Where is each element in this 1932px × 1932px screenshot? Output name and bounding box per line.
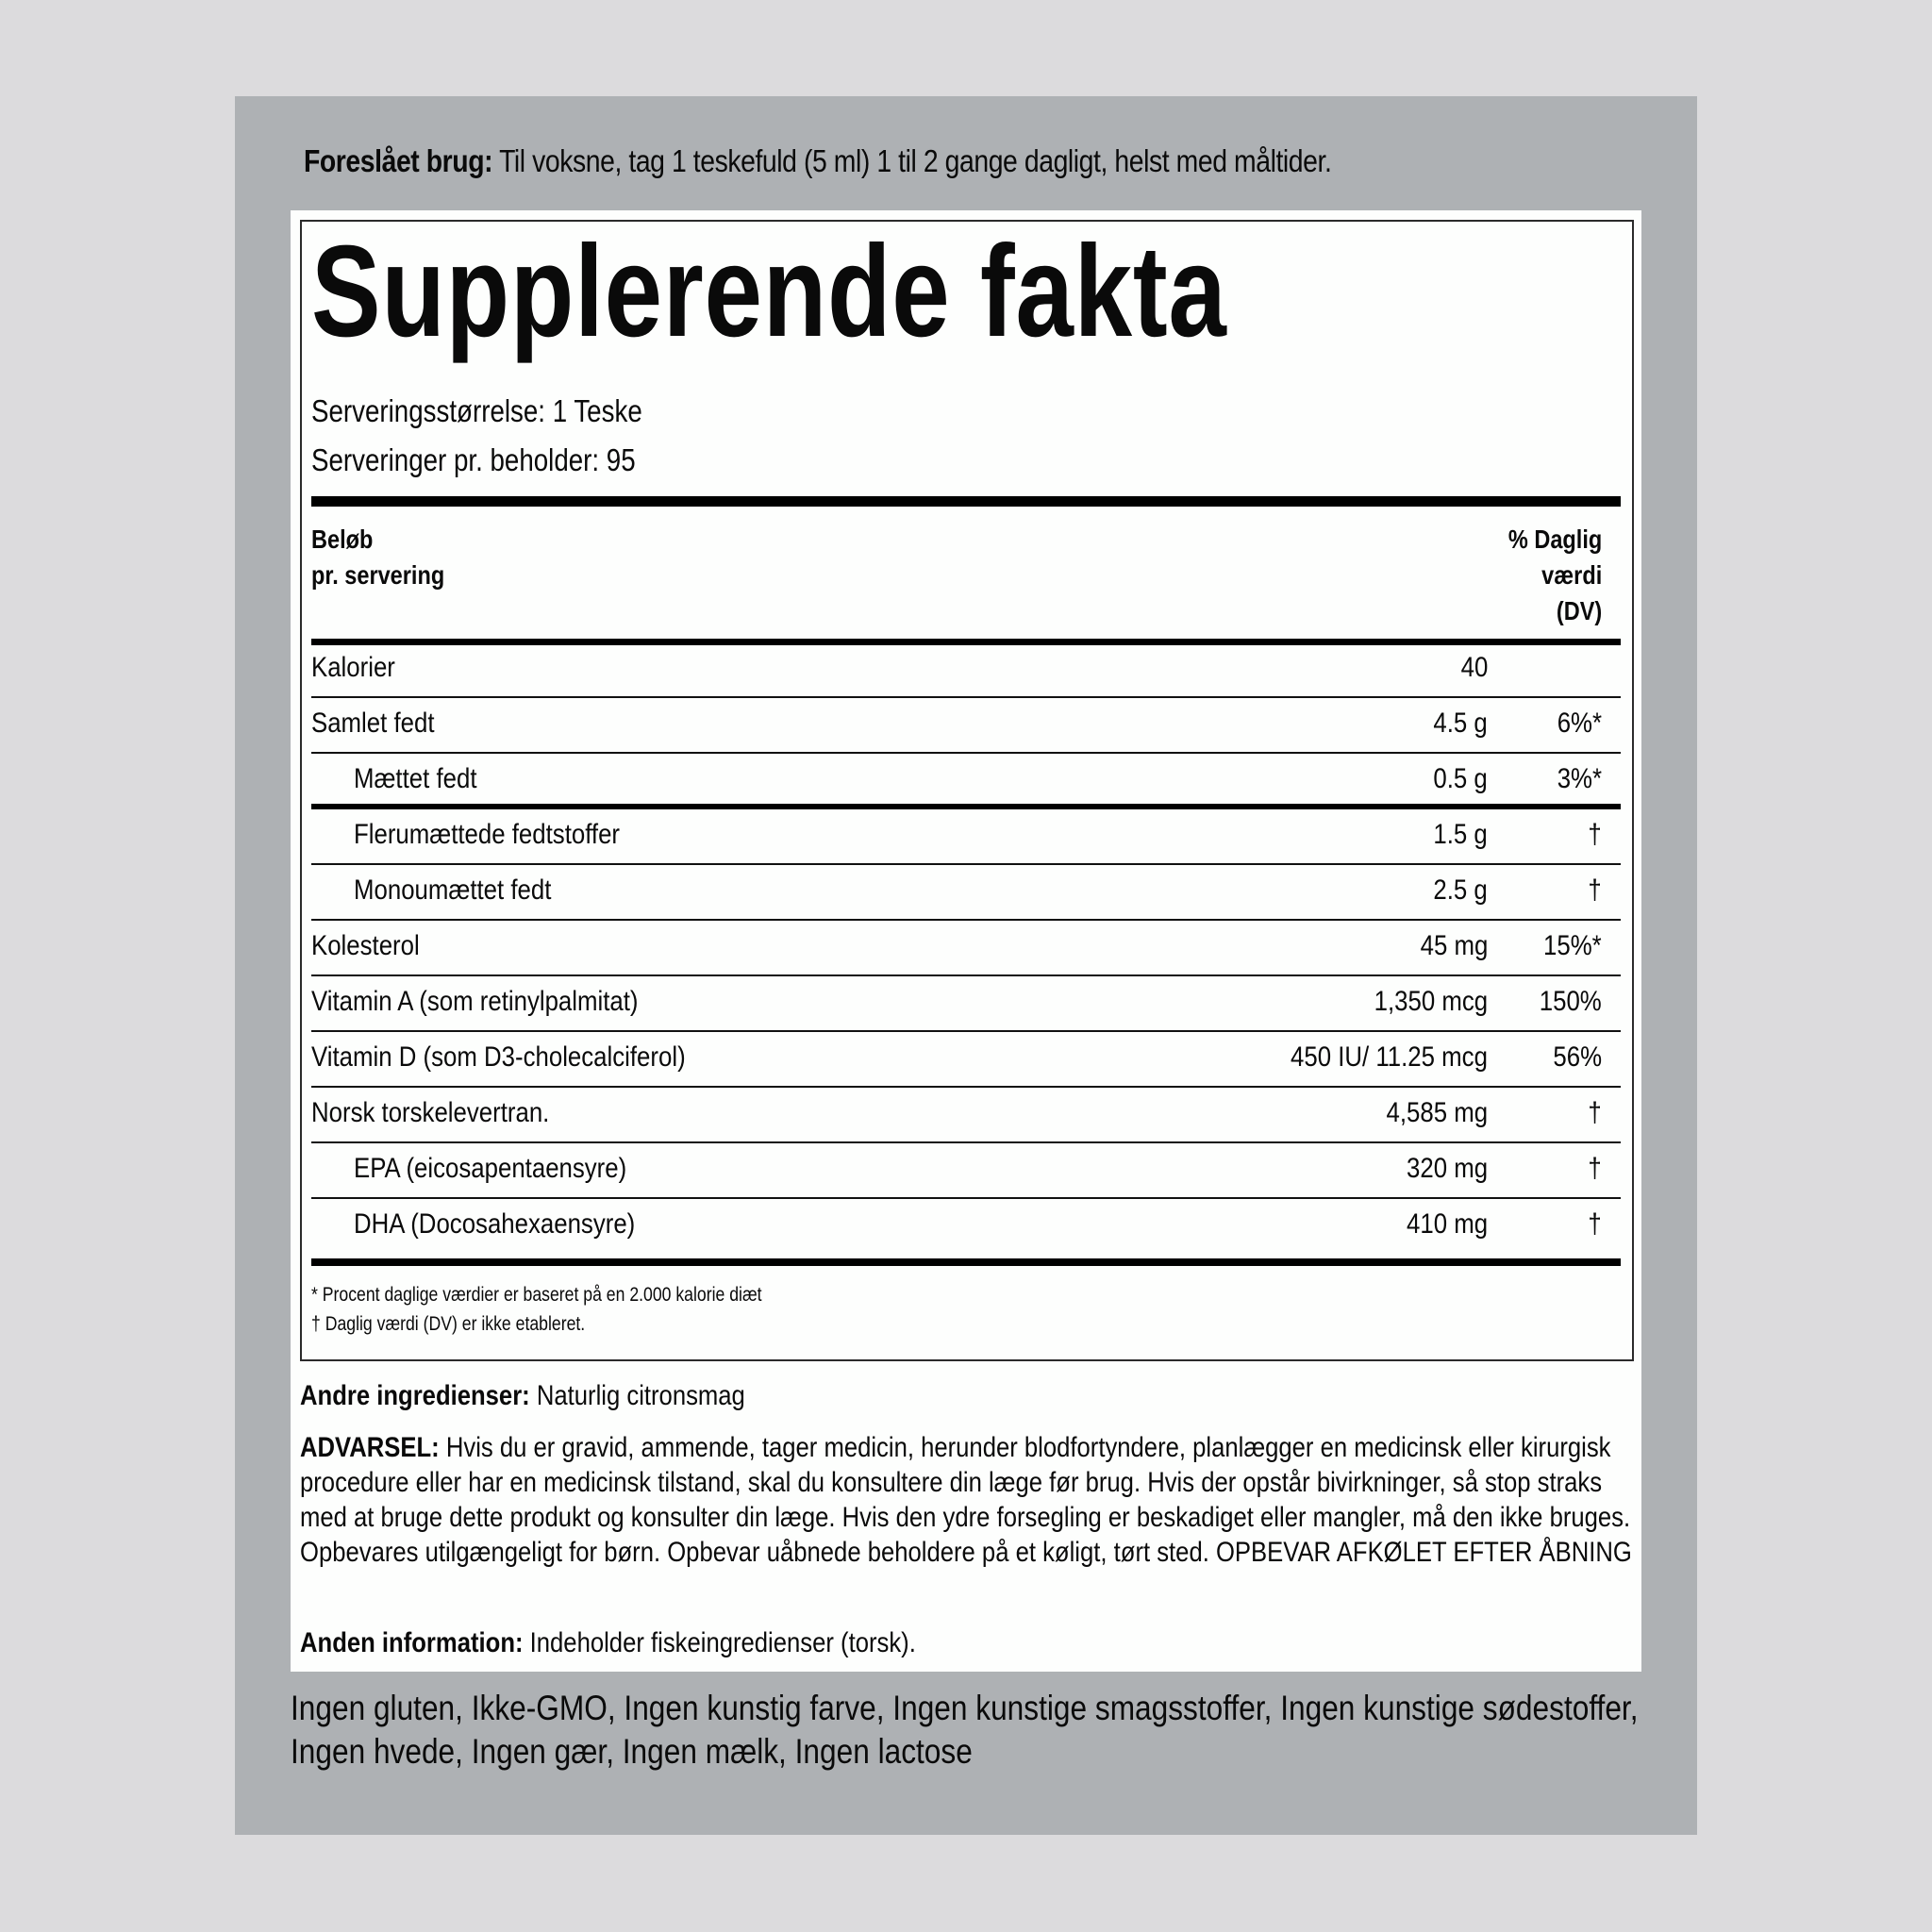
nutrient-dv: † [1588, 1153, 1602, 1184]
nutrient-dv: 150% [1540, 986, 1602, 1017]
nutrient-amount: 320 mg [1406, 1153, 1488, 1184]
nutrient-label: Vitamin A (som retinylpalmitat) [311, 986, 639, 1017]
free-from-text: Ingen gluten, Ikke-GMO, Ingen kunstig farve, Ingen kunstige smagsstoffer, Ingen kunstige sødestoffer, Ingen hvede, Ingen gær, Ingen mælk, Ingen lactose [291, 1689, 1639, 1771]
warning [300, 1430, 1640, 1570]
suggested-use [304, 143, 1331, 179]
header-dv-line2: værdi [1541, 560, 1602, 590]
facts-title: Supplerende fakta [311, 219, 1227, 364]
nutrient-amount: 40 [1460, 652, 1488, 683]
nutrient-amount: 450 IU/ 11.25 mcg [1291, 1041, 1488, 1073]
nutrient-amount: 4.5 g [1433, 708, 1488, 739]
nutrient-amount: 1.5 g [1433, 819, 1488, 850]
nutrient-dv: † [1588, 874, 1602, 906]
nutrient-label: EPA (eicosapentaensyre) [354, 1153, 627, 1184]
nutrient-amount: 1,350 mcg [1374, 986, 1488, 1017]
nutrient-amount: 45 mg [1420, 930, 1488, 961]
servings-per-container: Serveringer pr. beholder: 95 [311, 442, 636, 477]
table-row [311, 809, 1621, 865]
nutrient-table [311, 642, 1621, 1255]
suggested-use-label: Foreslået brug: [304, 143, 493, 178]
other-ingredients-text: Naturlig citronsmag [529, 1380, 745, 1411]
nutrient-dv: 15%* [1543, 930, 1602, 961]
table-row [311, 921, 1621, 976]
free-from-claims [291, 1687, 1687, 1774]
header-dv-line3: (DV) [1556, 596, 1602, 625]
header-amount-line1: Beløb [311, 525, 374, 554]
header-dv-line1: % Daglig [1507, 525, 1602, 554]
nutrient-dv: 6%* [1557, 708, 1602, 739]
nutrient-label: Norsk torskelevertran. [311, 1097, 550, 1128]
other-information-text: Indeholder fiskeingredienser (torsk). [523, 1627, 916, 1658]
nutrient-label: Flerumættede fedtstoffer [354, 819, 621, 850]
nutrient-amount: 0.5 g [1433, 763, 1488, 794]
nutrient-amount: 4,585 mg [1386, 1097, 1488, 1128]
table-row [311, 1032, 1621, 1088]
table-row [311, 754, 1621, 809]
header-daily-value [1508, 522, 1602, 629]
nutrient-dv: † [1588, 1097, 1602, 1128]
other-information [300, 1625, 1640, 1660]
nutrient-dv: 3%* [1557, 763, 1602, 794]
nutrient-label: DHA (Docosahexaensyre) [354, 1208, 636, 1240]
table-row [311, 865, 1621, 921]
nutrient-label: Kalorier [311, 652, 395, 683]
nutrient-label: Samlet fedt [311, 708, 435, 739]
nutrient-dv: 56% [1553, 1041, 1602, 1073]
footnote-dv-not-established: † Daglig værdi (DV) er ikke etableret. [311, 1313, 586, 1335]
warning-text: Hvis du er gravid, ammende, tager medicin, herunder blodfortyndere, planlægger en medicinsk eller kirurgisk procedure eller har en medicinsk tilstand, skal du konsultere din læge før brug. Hvis der opstår bivirkninger, så stop straks med at bruge dette produkt og konsulter din læge. Hvis den ydre forsegling er beskadiget eller mangler, må den ikke bruges. Opbevares utilgængeligt for børn. Opbevar uåbnede beholdere på et køligt, tørt sted. OPBEVAR AFKØLET EFTER ÅBNING [300, 1432, 1632, 1568]
other-ingredients-label: Andre ingredienser: [300, 1380, 530, 1411]
divider-thick-top [311, 496, 1621, 507]
nutrient-amount: 2.5 g [1433, 874, 1488, 906]
table-row [311, 1088, 1621, 1143]
other-ingredients [300, 1378, 1640, 1413]
nutrient-label: Monoumættet fedt [354, 874, 552, 906]
footnote-dv-basis: * Procent daglige værdier er baseret på en 2.000 kalorie diæt [311, 1284, 762, 1306]
serving-size: Serveringsstørrelse: 1 Teske [311, 393, 642, 428]
nutrient-label: Kolesterol [311, 930, 420, 961]
header-amount-per-serving [311, 522, 444, 593]
divider-bottom [311, 1258, 1621, 1266]
header-amount-line2: pr. servering [311, 560, 445, 590]
nutrient-dv: † [1588, 819, 1602, 850]
nutrient-dv: † [1588, 1208, 1602, 1240]
table-row [311, 698, 1621, 754]
warning-label: ADVARSEL: [300, 1432, 440, 1463]
suggested-use-text: Til voksne, tag 1 teskefuld (5 ml) 1 til 2 gange dagligt, helst med måltider. [492, 143, 1332, 178]
other-information-label: Anden information: [300, 1627, 524, 1658]
table-row [311, 1199, 1621, 1255]
nutrient-label: Mættet fedt [354, 763, 477, 794]
nutrient-label: Vitamin D (som D3-cholecalciferol) [311, 1041, 686, 1073]
table-row [311, 976, 1621, 1032]
nutrient-amount: 410 mg [1406, 1208, 1488, 1240]
table-row [311, 1143, 1621, 1199]
table-row [311, 642, 1621, 698]
